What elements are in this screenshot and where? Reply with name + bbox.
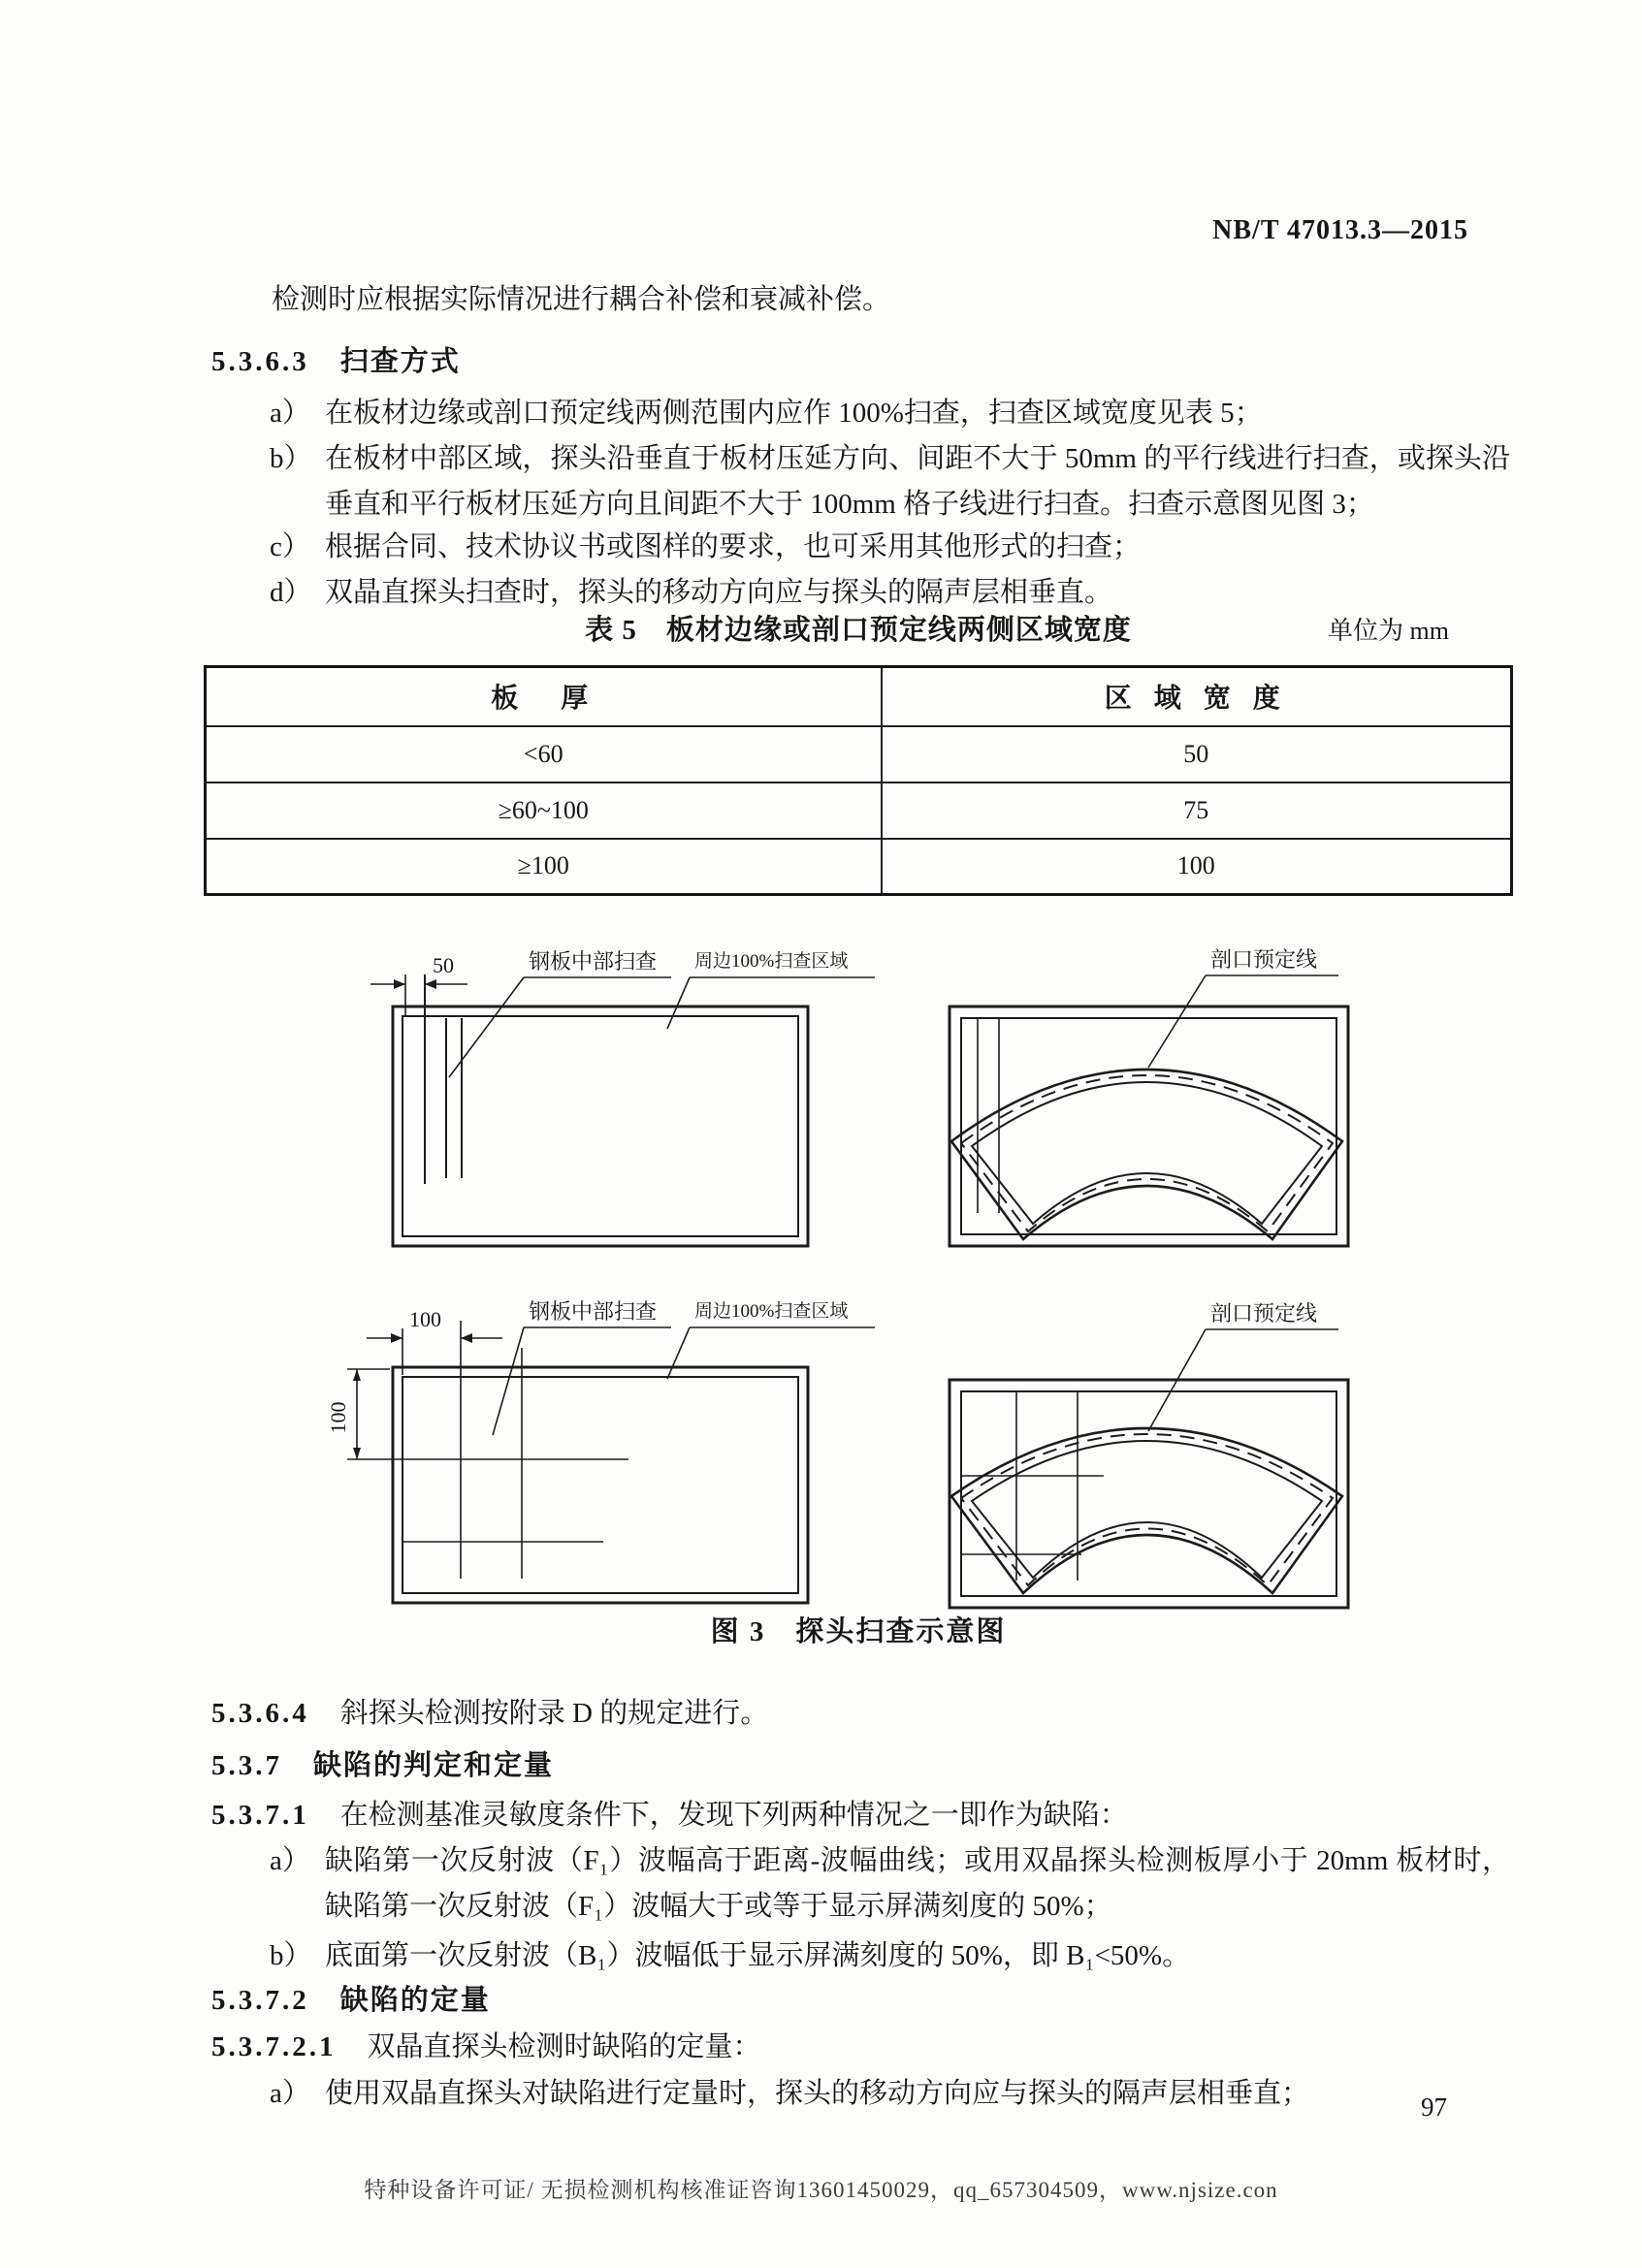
clause-text: 在检测基准灵敏度条件下，发现下列两种情况之一即作为缺陷： <box>339 1800 1128 1831</box>
list-item-text: 缺陷第一次反射波（F₁）波幅高于距离-波幅曲线；或用双晶探头检测板厚小于 20mm 板材时，缺陷第一次反射波（F₁）波幅大于或等于显示屏满刻度的 50%； <box>325 1845 1510 1922</box>
label-center-scan: 钢板中部扫查 <box>529 949 658 974</box>
arrowhead-icon <box>394 979 405 989</box>
table-title-row <box>204 608 1513 648</box>
cell-zone-width: 75 <box>882 783 1512 839</box>
list-marker: a） <box>270 2078 310 2109</box>
label-edge-scan: 周边100%扫查区域 <box>694 951 849 972</box>
edge-scan-zone-boundary <box>402 1377 798 1593</box>
list-item-c <box>270 525 1141 570</box>
label-groove-line: 剖口预定线 <box>1210 947 1318 972</box>
list-item-text: 使用双晶直探头对缺陷进行定量时，探头的移动方向应与探头的隔声层相垂直； <box>325 2078 1310 2109</box>
callout-leader <box>667 977 690 1029</box>
list-item-text: 在板材边缘或剖口预定线两侧范围内应作 100%扫查，扫查区域宽度见表 5； <box>325 398 1263 429</box>
edge-scan-zone-boundary <box>961 1391 1336 1596</box>
column-header-thickness: 板 厚 <box>206 667 882 726</box>
figure-panel-groove-line <box>902 934 1484 1254</box>
groove-band-outer <box>951 1070 1342 1239</box>
list-item-a <box>270 391 1263 436</box>
table-row <box>206 839 1512 895</box>
intro-paragraph: 检测时应根据实际情况进行耦合补偿和衰减补偿。 <box>272 284 891 315</box>
column-header-zone-width: 区 域 宽 度 <box>882 667 1512 726</box>
footer-note: 特种设备许可证/ 无损检测机构核准证咨询13601450029，qq_657304509，www.njsize.con <box>364 2178 1278 2202</box>
clause-number: 5.3.7.2.1 <box>211 2031 337 2062</box>
cell-thickness: <60 <box>206 726 882 783</box>
list-item-text: 根据合同、技术协议书或图样的要求，也可采用其他形式的扫查； <box>325 531 1142 562</box>
arrowhead-icon <box>461 1333 472 1343</box>
cell-zone-width: 100 <box>882 839 1512 895</box>
heading-5-3-6-3 <box>211 339 461 379</box>
table-row <box>206 783 1512 839</box>
heading-5-3-7 <box>211 1743 554 1783</box>
cell-thickness: ≥100 <box>206 839 882 895</box>
edge-scan-zone-boundary <box>961 1018 1336 1234</box>
clause-title: 缺陷的判定和定量 <box>313 1750 555 1781</box>
figure-caption: 图 3 探头扫查示意图 <box>710 1616 1007 1647</box>
clause-number: 5.3.7.2 <box>211 1985 309 2016</box>
list-item-text: 在板材中部区域，探头沿垂直于板材压延方向、间距不大于 50mm 的平行线进行扫查，或探头沿垂直和平行板材压延方向且间距不大于 100mm 格子线进行扫查。扫查示意图见图 3； <box>325 443 1510 520</box>
plate-outline <box>950 1006 1348 1246</box>
list-item-b <box>270 1933 1190 1979</box>
cell-zone-width: 50 <box>882 726 1512 783</box>
clause-number: 5.3.6.4 <box>211 1698 309 1729</box>
list-item-text: 双晶直探头扫查时，探头的移动方向应与探头的隔声层相垂直。 <box>325 577 1113 608</box>
clause-5-3-7-1 <box>211 1793 1128 1833</box>
cell-thickness: ≥60~100 <box>206 783 882 839</box>
table-title: 表 5 板材边缘或剖口预定线两侧区域宽度 <box>585 615 1132 646</box>
plate-outline <box>393 1367 808 1603</box>
arrowhead-icon <box>353 1369 361 1381</box>
clause-title: 扫查方式 <box>339 346 461 377</box>
label-edge-scan: 周边100%扫查区域 <box>694 1301 849 1322</box>
list-marker: a） <box>270 398 310 429</box>
doc-number: NB/T 47013.3—2015 <box>1212 215 1468 245</box>
page-number: 97 <box>1421 2092 1447 2122</box>
groove-centerline-dashed <box>961 1075 1333 1231</box>
clause-text: 双晶直探头检测时缺陷的定量： <box>367 2031 761 2062</box>
table-5 <box>204 665 1513 896</box>
callout-leader <box>449 977 524 1077</box>
clause-number: 5.3.7 <box>211 1750 282 1781</box>
figure-panel-groove-line-grid <box>902 1288 1484 1617</box>
figure-panel-grid-scan <box>320 1288 883 1617</box>
figure-panel-parallel-scan <box>320 934 883 1254</box>
label-center-scan: 钢板中部扫查 <box>529 1299 658 1324</box>
list-item-text: 底面第一次反射波（B₁）波幅低于显示屏满刻度的 50%，即 B₁<50%。 <box>325 1940 1191 1971</box>
list-marker: a） <box>270 1845 310 1876</box>
dimension-label-100-vertical: 100 <box>326 1401 350 1434</box>
label-groove-line: 剖口预定线 <box>1210 1301 1318 1326</box>
table-unit-label: 单位为 mm <box>1328 617 1449 645</box>
list-marker: b） <box>270 443 312 474</box>
clause-number: 5.3.6.3 <box>211 346 309 377</box>
dimension-label-50: 50 <box>433 953 454 977</box>
arrowhead-icon <box>425 979 436 989</box>
groove-band-inner <box>972 1082 1322 1224</box>
heading-5-3-7-2 <box>211 1978 491 2018</box>
clause-title: 缺陷的定量 <box>339 1985 491 2016</box>
arrowhead-icon <box>391 1333 402 1343</box>
dimension-label-100-horizontal: 100 <box>409 1307 441 1331</box>
list-marker: d） <box>270 577 312 608</box>
clause-text: 斜探头检测按附录 D 的规定进行。 <box>339 1698 769 1729</box>
list-marker: b） <box>270 1940 312 1971</box>
clause-5-3-7-2-1 <box>211 2025 761 2064</box>
table-header-row <box>206 667 1512 726</box>
clause-number: 5.3.7.1 <box>211 1800 309 1831</box>
callout-leader <box>667 1327 690 1379</box>
list-marker: c） <box>270 531 310 562</box>
list-item-b <box>270 436 1510 527</box>
groove-band-outer <box>951 1428 1342 1593</box>
callout-leader <box>493 1327 524 1435</box>
list-item-a <box>270 1838 1510 1930</box>
plate-outline <box>393 1006 808 1246</box>
clause-5-3-6-4 <box>211 1691 768 1731</box>
arrowhead-icon <box>353 1448 361 1459</box>
table-row <box>206 726 1512 783</box>
list-item-a <box>270 2071 1309 2117</box>
callout-leader <box>1148 975 1206 1068</box>
